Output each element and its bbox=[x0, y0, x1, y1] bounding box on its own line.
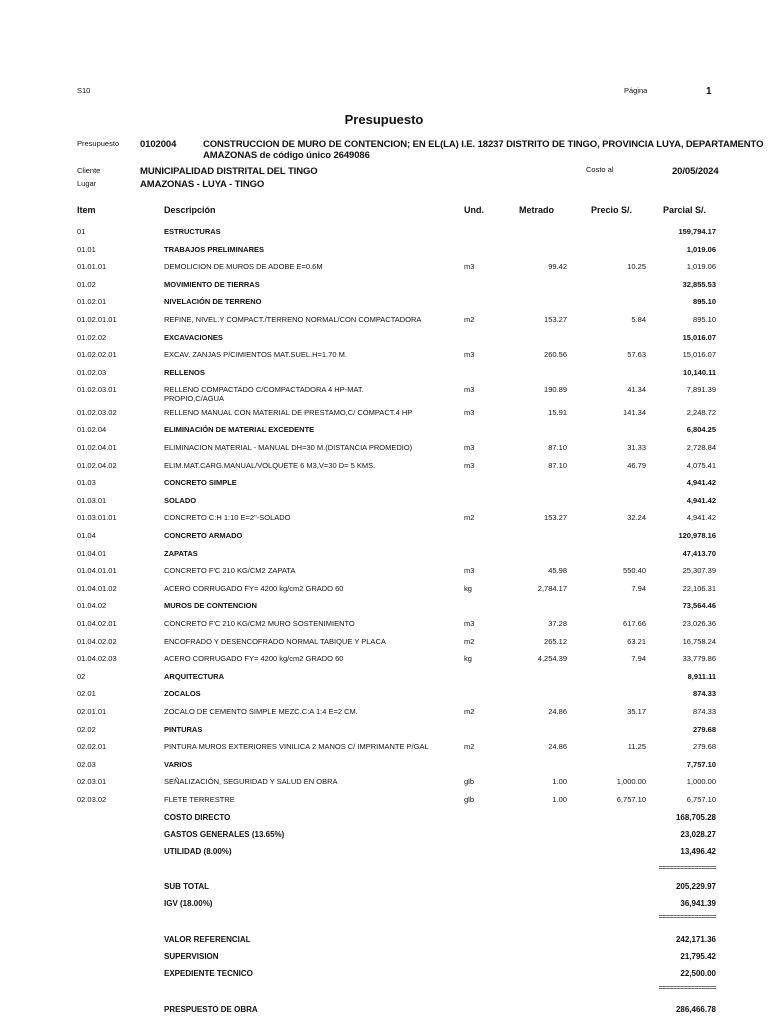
row-desc: CONCRETO C:H 1:10 E=2"-SOLADO bbox=[164, 513, 291, 523]
row-desc: VARIOS bbox=[164, 759, 193, 769]
row-partial: 4,941.42 bbox=[686, 478, 716, 488]
row-partial: 73,564.46 bbox=[682, 601, 716, 611]
row-unit: glb bbox=[464, 777, 475, 787]
row-partial: 22,106.31 bbox=[682, 583, 716, 593]
budget-description: CONSTRUCCION DE MURO DE CONTENCION; EN EL(LA) I.E. 18237 DISTRITO DE TINGO, PROVINCIA LUYA, DEPARTAMENTO bbox=[203, 139, 764, 150]
row-item: 01 bbox=[77, 227, 86, 236]
row-partial: 7,757.10 bbox=[686, 759, 716, 769]
row-desc: ACERO CORRUGADO FY= 4200 kg/cm2 GRADO 60 bbox=[164, 654, 344, 664]
total-value: 286,466.78 bbox=[675, 1005, 716, 1014]
row-price: 6,757.10 bbox=[616, 795, 646, 804]
row-price: 550.40 bbox=[623, 566, 646, 576]
row-qty: 15.91 bbox=[548, 407, 567, 417]
row-desc: PINTURAS bbox=[164, 724, 203, 734]
row-desc: PINTURA MUROS EXTERIORES VINILICA 2 MANOS C/ IMPRIMANTE P/GAL bbox=[164, 742, 429, 752]
row-unit: m3 bbox=[464, 619, 475, 628]
row-desc: RELLENO COMPACTADO C/COMPACTADORA 4 HP-MAT. bbox=[164, 385, 364, 395]
row-item: 01.01.01 bbox=[77, 262, 107, 272]
row-partial: 874.33 bbox=[693, 707, 716, 716]
client-value: MUNICIPALIDAD DISTRITAL DEL TINGO bbox=[140, 166, 318, 177]
row-qty: 1.00 bbox=[552, 777, 567, 787]
row-partial: 1,000.00 bbox=[686, 777, 716, 787]
row-item: 01.04.01.02 bbox=[77, 583, 117, 593]
row-item: 01.04.02 bbox=[77, 601, 107, 611]
total-value: 36,941.39 bbox=[680, 899, 716, 908]
row-desc: CONCRETO F'C 210 KG/CM2 ZAPATA bbox=[164, 566, 296, 576]
total-label: VALOR REFERENCIAL bbox=[164, 935, 251, 944]
row-qty: 87.10 bbox=[548, 443, 567, 452]
row-unit: m3 bbox=[464, 460, 475, 470]
total-label: IGV (18.00%) bbox=[164, 899, 213, 908]
row-unit: m3 bbox=[464, 443, 475, 452]
row-price: 141.34 bbox=[623, 407, 646, 417]
row-partial: 10,140.11 bbox=[683, 367, 716, 377]
row-unit: kg bbox=[464, 583, 472, 593]
row-partial: 32,855.53 bbox=[682, 279, 716, 289]
total-separator: ================ bbox=[658, 985, 716, 992]
row-item: 02.02.01 bbox=[77, 742, 107, 752]
row-price: 31.33 bbox=[627, 443, 646, 452]
row-item: 01.04.02.01 bbox=[77, 619, 117, 628]
row-item: 02.01.01 bbox=[77, 707, 107, 716]
row-item: 01.02.03.02 bbox=[77, 407, 117, 417]
total-value: 205,229.97 bbox=[675, 882, 716, 891]
total-value: 168,705.28 bbox=[675, 813, 716, 822]
row-item: 01.04.02.02 bbox=[77, 636, 117, 646]
row-item: 01.04.01.01 bbox=[77, 566, 117, 576]
row-price: 32.24 bbox=[627, 513, 646, 523]
total-label: EXPEDIENTE TECNICO bbox=[164, 969, 253, 978]
row-price: 5.84 bbox=[631, 315, 646, 324]
total-label: SUPERVISION bbox=[164, 952, 219, 961]
row-price: 7.94 bbox=[631, 654, 646, 664]
row-item: 02.02 bbox=[77, 724, 96, 734]
col-description: Descripción bbox=[164, 205, 216, 215]
row-desc: EXCAVACIONES bbox=[164, 332, 223, 342]
row-qty: 37.28 bbox=[548, 619, 567, 628]
row-partial: 33,779.86 bbox=[682, 654, 716, 664]
total-separator: ================ bbox=[658, 914, 716, 921]
row-unit: m2 bbox=[464, 636, 475, 646]
row-desc: MOVIMIENTO DE TIERRAS bbox=[164, 279, 260, 289]
row-partial: 47,413.70 bbox=[682, 548, 716, 558]
row-desc: CONCRETO F'C 210 KG/CM2 MURO SOSTENIMIENTO bbox=[164, 619, 355, 628]
row-price: 1,000.00 bbox=[616, 777, 646, 787]
row-partial: 4,941.42 bbox=[686, 495, 716, 505]
row-partial: 2,248.72 bbox=[686, 407, 716, 417]
row-qty: 99.42 bbox=[548, 262, 567, 272]
row-item: 01.02.02 bbox=[77, 332, 107, 342]
row-desc: RELLENO MANUAL CON MATERIAL DE PRESTAMO,C/ COMPACT.4 HP bbox=[164, 407, 413, 417]
row-desc: SEÑALIZACIÓN, SEGURIDAD Y SALUD EN OBRA bbox=[164, 777, 338, 787]
row-partial: 16,758.24 bbox=[682, 636, 716, 646]
row-price: 35.17 bbox=[627, 707, 646, 716]
row-qty: 2,784.17 bbox=[537, 583, 567, 593]
row-desc: ZOCALO DE CEMENTO SIMPLE MEZC.C:A 1:4 E=2 CM. bbox=[164, 707, 358, 716]
row-desc: ZOCALOS bbox=[164, 689, 201, 699]
row-partial: 7,891.39 bbox=[686, 385, 716, 395]
row-qty: 190.89 bbox=[544, 385, 567, 395]
row-unit: m2 bbox=[464, 742, 475, 752]
row-partial: 8,911.11 bbox=[687, 671, 716, 681]
row-price: 46.79 bbox=[627, 460, 646, 470]
row-desc: REFINE, NIVEL.Y COMPACT./TERRENO NORMAL/CON COMPACTADORA bbox=[164, 315, 422, 324]
row-partial: 1,019.06 bbox=[686, 262, 716, 272]
row-item: 02.03.02 bbox=[77, 795, 107, 804]
total-value: 21,795.42 bbox=[680, 952, 716, 961]
row-unit: m3 bbox=[464, 262, 475, 272]
cost-date: 20/05/2024 bbox=[672, 166, 719, 177]
row-item: 01.04.01 bbox=[77, 548, 107, 558]
row-item: 01.02.04.02 bbox=[77, 460, 117, 470]
row-desc: CONCRETO ARMADO bbox=[164, 531, 243, 540]
row-desc: EXCAV. ZANJAS P/CIMIENTOS MAT.SUEL.H=1.70 M. bbox=[164, 350, 347, 360]
row-desc: ARQUITECTURA bbox=[164, 671, 224, 681]
row-partial: 23,026.36 bbox=[682, 619, 716, 628]
row-desc: SOLADO bbox=[164, 495, 197, 505]
row-desc: DEMOLICION DE MUROS DE ADOBE E=0.6M bbox=[164, 262, 323, 272]
row-desc: ELIM.MAT.CARG.MANUAL/VOLQUETE 6 M3,V=30 D= 5 KMS. bbox=[164, 460, 376, 470]
row-partial: 2,728.84 bbox=[686, 443, 716, 452]
row-partial: 4,941.42 bbox=[686, 513, 716, 523]
row-price: 7.94 bbox=[631, 583, 646, 593]
row-item: 02.03 bbox=[77, 759, 96, 769]
row-price: 11.25 bbox=[627, 742, 646, 752]
row-partial: 895.10 bbox=[693, 315, 716, 324]
row-item: 02.01 bbox=[77, 689, 96, 699]
total-value: 242,171.36 bbox=[675, 935, 716, 944]
row-desc: ELIMINACION MATERIAL - MANUAL DH=30 M.(DISTANCIA PROMEDIO) bbox=[164, 443, 413, 452]
total-label: UTILIDAD (8.00%) bbox=[164, 847, 232, 856]
row-partial: 15,016.07 bbox=[682, 332, 716, 342]
row-unit: m3 bbox=[464, 407, 475, 417]
row-desc: TRABAJOS PRELIMINARES bbox=[164, 244, 265, 254]
page-label: Página bbox=[624, 86, 648, 95]
row-partial: 874.33 bbox=[693, 689, 716, 699]
row-partial: 159,794.17 bbox=[678, 227, 716, 236]
row-item: 01.04 bbox=[77, 531, 96, 540]
row-unit: m2 bbox=[464, 315, 475, 324]
row-qty: 24.86 bbox=[548, 707, 567, 716]
row-partial: 25,307.39 bbox=[682, 566, 716, 576]
row-item: 01.02.02.01 bbox=[77, 350, 117, 360]
row-unit: glb bbox=[464, 795, 475, 804]
row-unit: m2 bbox=[464, 707, 475, 716]
col-unit: Und. bbox=[464, 205, 484, 215]
row-partial: 1,019.06 bbox=[686, 244, 716, 254]
row-desc: ESTRUCTURAS bbox=[164, 227, 221, 236]
row-qty: 4,254.39 bbox=[537, 654, 567, 664]
row-item: 01.02 bbox=[77, 279, 96, 289]
row-desc: NIVELACIÓN DE TERRENO bbox=[164, 297, 262, 307]
row-qty: 1.00 bbox=[552, 795, 567, 804]
total-label: COSTO DIRECTO bbox=[164, 813, 231, 822]
col-item: Item bbox=[77, 205, 96, 215]
col-quantity: Metrado bbox=[519, 205, 555, 215]
total-separator: ================ bbox=[658, 865, 716, 872]
row-item: 01.02.01.01 bbox=[77, 315, 117, 324]
place-label: Lugar bbox=[77, 179, 97, 188]
row-item: 01.03.01.01 bbox=[77, 513, 117, 523]
row-qty: 153.27 bbox=[544, 513, 567, 523]
row-desc: ELIMINACIÓN DE MATERIAL EXCEDENTE bbox=[164, 425, 315, 435]
row-partial: 15,016.07 bbox=[682, 350, 716, 360]
row-price: 10.25 bbox=[627, 262, 646, 272]
row-price: 41.34 bbox=[627, 385, 646, 395]
place-value: AMAZONAS - LUYA - TINGO bbox=[140, 179, 265, 190]
col-unit-price: Precio S/. bbox=[591, 205, 633, 215]
page-number: 1 bbox=[706, 86, 712, 97]
total-value: 23,028.27 bbox=[680, 830, 716, 839]
total-label: PRESPUESTO DE OBRA bbox=[164, 1005, 258, 1014]
row-desc: CONCRETO SIMPLE bbox=[164, 478, 237, 488]
row-item: 01.02.03.01 bbox=[77, 385, 117, 395]
row-qty: 45.98 bbox=[548, 566, 567, 576]
row-unit: m2 bbox=[464, 513, 475, 523]
row-qty: 87.10 bbox=[548, 460, 567, 470]
row-desc: RELLENOS bbox=[164, 367, 205, 377]
row-qty: 24.86 bbox=[548, 742, 567, 752]
row-partial: 6,757.10 bbox=[686, 795, 716, 804]
row-qty: 260.56 bbox=[544, 350, 567, 360]
page-title: Presupuesto bbox=[344, 112, 424, 127]
report-code: S10 bbox=[77, 86, 91, 95]
col-partial: Parcial S/. bbox=[663, 205, 707, 215]
budget-label: Presupuesto bbox=[77, 139, 120, 148]
total-value: 13,496.42 bbox=[680, 847, 716, 856]
row-item: 01.02.04.01 bbox=[77, 443, 117, 452]
row-item: 01.02.01 bbox=[77, 297, 107, 307]
row-item: 01.03.01 bbox=[77, 495, 107, 505]
row-partial: 120,978.16 bbox=[678, 531, 716, 540]
row-desc: ACERO CORRUGADO FY= 4200 kg/cm2 GRADO 60 bbox=[164, 583, 344, 593]
row-item: 01.03 bbox=[77, 478, 96, 488]
row-item: 02 bbox=[77, 671, 86, 681]
row-item: 01.01 bbox=[77, 244, 96, 254]
row-price: 617.66 bbox=[623, 619, 646, 628]
row-partial: 6,804.25 bbox=[686, 425, 716, 435]
row-desc: MUROS DE CONTENCION bbox=[164, 601, 257, 611]
row-unit: kg bbox=[464, 654, 472, 664]
row-partial: 895.10 bbox=[693, 297, 716, 307]
row-qty: 153.27 bbox=[544, 315, 567, 324]
row-partial: 279.68 bbox=[693, 724, 716, 734]
client-label: Cliente bbox=[77, 166, 101, 175]
row-partial: 279.68 bbox=[693, 742, 716, 752]
total-label: SUB TOTAL bbox=[164, 882, 210, 891]
row-qty: 265.12 bbox=[544, 636, 567, 646]
row-item: 01.02.03 bbox=[77, 367, 107, 377]
row-price: 63.21 bbox=[627, 636, 646, 646]
row-price: 57.63 bbox=[627, 350, 646, 360]
row-item: 01.02.04 bbox=[77, 425, 107, 435]
row-desc: ENCOFRADO Y DESENCOFRADO NORMAL TABIQUE Y PLACA bbox=[164, 636, 386, 646]
total-value: 22,500.00 bbox=[680, 969, 716, 978]
row-desc: FLETE TERRESTRE bbox=[164, 795, 235, 804]
row-partial: 4,075.41 bbox=[686, 460, 716, 470]
row-desc-continued: PROPIO,C/AGUA bbox=[164, 394, 225, 404]
cost-date-label: Costo al bbox=[586, 165, 614, 174]
row-desc: ZAPATAS bbox=[164, 548, 198, 558]
budget-code: 0102004 bbox=[140, 139, 177, 150]
total-label: GASTOS GENERALES (13.65%) bbox=[164, 830, 285, 839]
row-unit: m3 bbox=[464, 566, 475, 576]
row-item: 02.03.01 bbox=[77, 777, 107, 787]
row-item: 01.04.02.03 bbox=[77, 654, 117, 664]
row-unit: m3 bbox=[464, 385, 475, 395]
row-unit: m3 bbox=[464, 350, 475, 360]
budget-description-line2: AMAZONAS de código único 2649086 bbox=[203, 150, 370, 161]
